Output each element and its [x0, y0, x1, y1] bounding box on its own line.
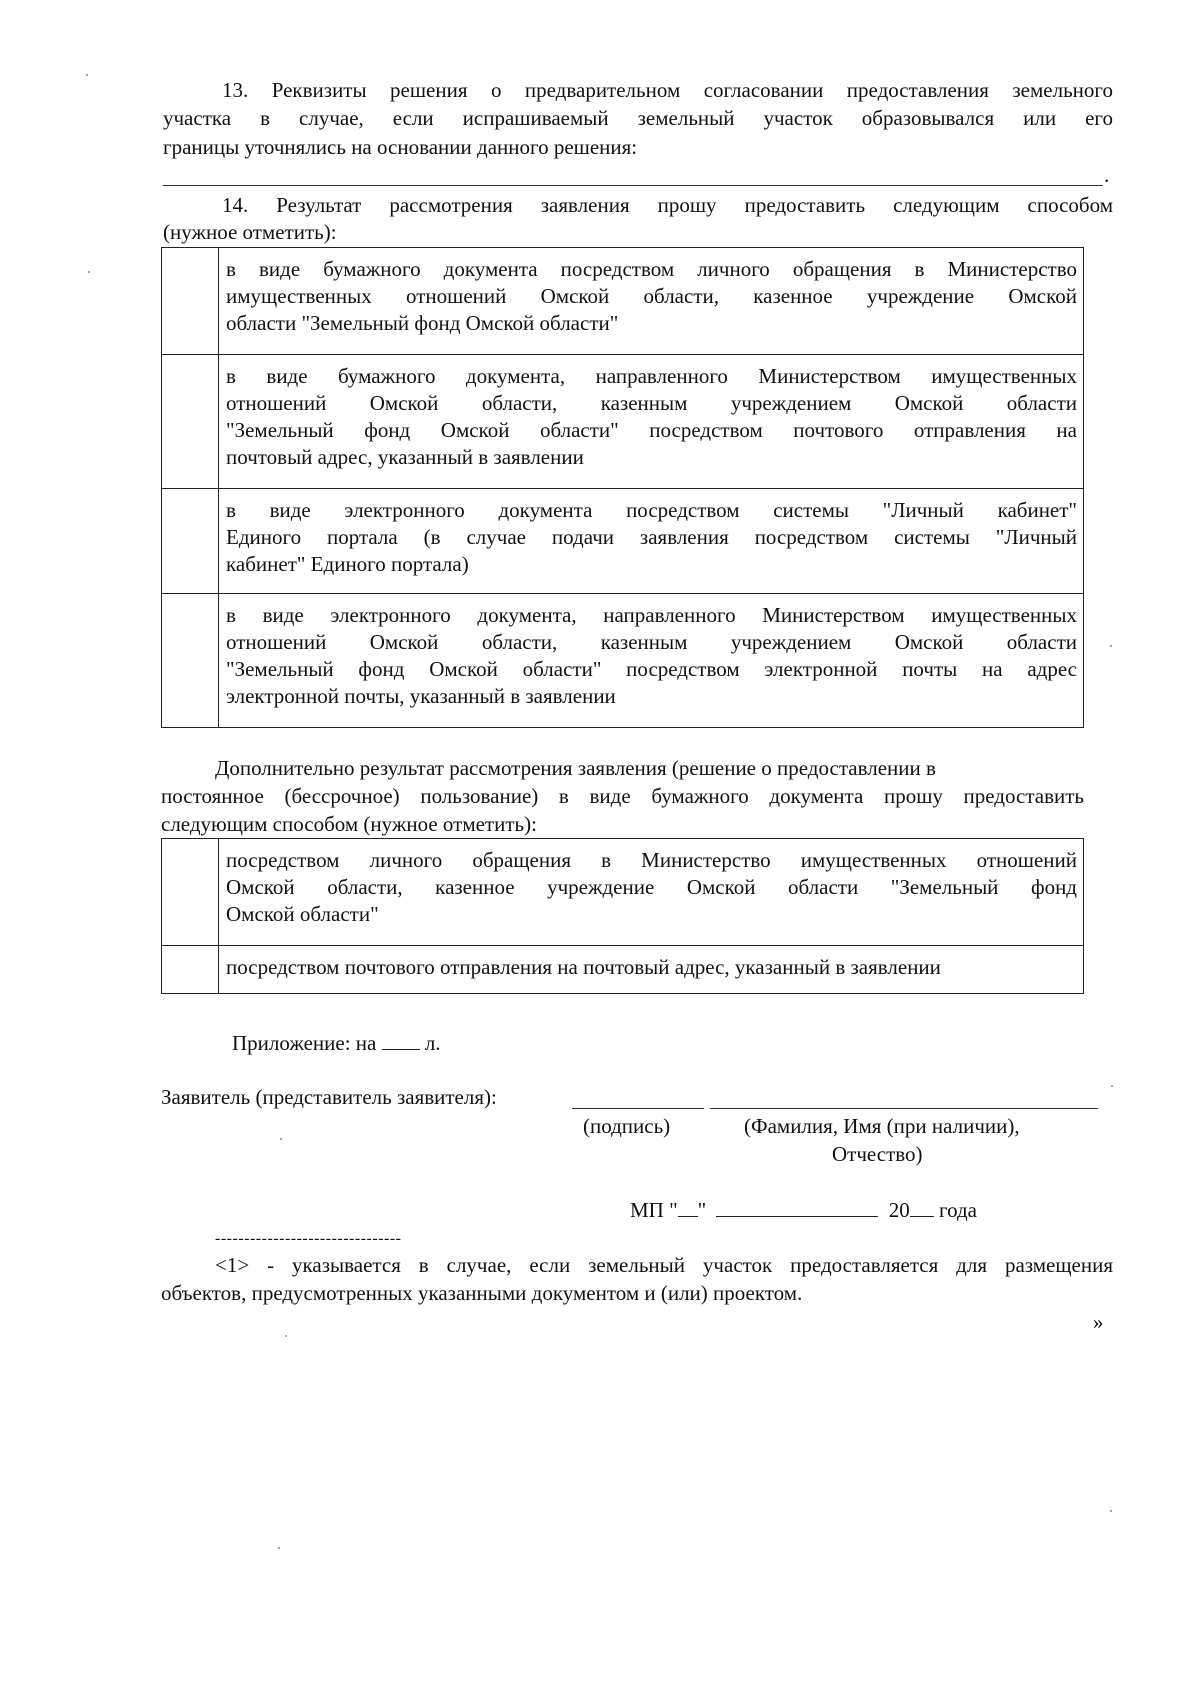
additional-option-1-checkbox[interactable] [162, 839, 219, 946]
option-4-line-2: отношений Омской области, казенным учреждением Омской области [226, 630, 1077, 654]
attachment-line [232, 1029, 441, 1057]
additional-options-table [161, 838, 1084, 994]
signature-blank[interactable] [572, 1108, 704, 1109]
additional-option-1-line-3: Омской области" [226, 902, 379, 926]
footnote-line-1: <1> - указывается в случае, если земельный участок предоставляется для размещения [215, 1253, 1113, 1277]
option-2-line-4: почтовый адрес, указанный в заявлении [226, 445, 584, 469]
scan-speck [88, 271, 90, 273]
attachment-suffix: л. [424, 1031, 441, 1055]
day-blank[interactable] [678, 1196, 698, 1217]
option-2-text [219, 355, 1084, 489]
option-1-checkbox[interactable] [162, 248, 219, 355]
year-prefix: 20 [888, 1198, 910, 1222]
section13-blank-line[interactable] [163, 185, 1103, 186]
section13-blank-end: . [1104, 163, 1110, 187]
section13-line-3: границы уточнялись на основании данного решения: [163, 135, 638, 159]
additional-option-2 [162, 946, 1084, 994]
scan-speck [285, 1335, 287, 1337]
option-3-line-2: Единого портала (в случае подачи заявления посредством системы "Личный [226, 525, 1077, 549]
section14-option-2 [162, 355, 1084, 489]
signature-caption: (подпись) [583, 1114, 671, 1138]
option-1-line-3: области "Земельный фонд Омской области" [226, 311, 619, 335]
scan-speck [278, 1547, 280, 1549]
name-blank[interactable] [710, 1108, 1098, 1109]
footnote-separator: -------------------------------- [215, 1230, 402, 1247]
attachment-pages-blank[interactable] [382, 1029, 420, 1050]
additional-option-2-text [219, 946, 1084, 994]
closing-quote: » [1093, 1310, 1104, 1334]
scan-speck [1110, 1510, 1112, 1512]
section14-option-3 [162, 489, 1084, 594]
attachment-prefix: Приложение: на [232, 1031, 377, 1055]
applicant-label: Заявитель (представитель заявителя): [161, 1085, 497, 1109]
option-3-line-3: кабинет" Единого портала) [226, 552, 469, 576]
mp-label: МП " [630, 1198, 678, 1222]
footnote-line-2: объектов, предусмотренных указанными документом и (или) проектом. [161, 1281, 803, 1305]
option-4-line-4: электронной почты, указанный в заявлении [226, 684, 616, 708]
additional-option-1 [162, 839, 1084, 946]
date-line [630, 1196, 977, 1224]
option-2-line-2: отношений Омской области, казенным учреждением Омской области [226, 391, 1077, 415]
option-2-checkbox[interactable] [162, 355, 219, 489]
year-suffix: года [939, 1198, 977, 1222]
name-caption-line-2: Отчество) [832, 1142, 923, 1166]
additional-line-2: постоянное (бессрочное) пользование) в виде бумажного документа прошу предоставить [161, 784, 1084, 808]
additional-line-1: Дополнительно результат рассмотрения заявления (решение о предоставлении в [215, 756, 936, 780]
name-caption-line-1: (Фамилия, Имя (при наличии), [744, 1114, 1020, 1138]
additional-option-1-line-1: посредством личного обращения в Министерство имущественных отношений [226, 848, 1077, 872]
additional-line-3: следующим способом (нужное отметить): [161, 812, 537, 836]
additional-option-2-checkbox[interactable] [162, 946, 219, 994]
month-blank[interactable] [716, 1196, 878, 1217]
section14-options-table [161, 247, 1084, 728]
section13-line-1: 13. Реквизиты решения о предварительном согласовании предоставления земельного [222, 78, 1113, 102]
scan-speck [86, 74, 88, 76]
additional-option-1-text [219, 839, 1084, 946]
option-1-line-2: имущественных отношений Омской области, казенное учреждение Омской [226, 284, 1077, 308]
option-3-line-1: в виде электронного документа посредством системы "Личный кабинет" [226, 498, 1077, 522]
option-4-text [219, 594, 1084, 728]
option-1-text [219, 248, 1084, 355]
quote-close: " [697, 1198, 707, 1222]
scan-speck [1110, 645, 1112, 647]
section14-line-1: 14. Результат рассмотрения заявления прошу предоставить следующим способом [222, 193, 1113, 217]
scan-speck [1111, 1085, 1113, 1087]
option-1-line-1: в виде бумажного документа посредством личного обращения в Министерство [226, 257, 1077, 281]
option-4-line-3: "Земельный фонд Омской области" посредством электронной почты на адрес [226, 657, 1077, 681]
section14-option-1 [162, 248, 1084, 355]
additional-option-2-line-1: посредством почтового отправления на почтовый адрес, указанный в заявлении [226, 955, 941, 979]
option-4-checkbox[interactable] [162, 594, 219, 728]
option-2-line-3: "Земельный фонд Омской области" посредством почтового отправления на [226, 418, 1077, 442]
section13-line-2: участка в случае, если испрашиваемый земельный участок образовывался или его [163, 106, 1113, 130]
additional-option-1-line-2: Омской области, казенное учреждение Омской области "Земельный фонд [226, 875, 1077, 899]
option-3-text [219, 489, 1084, 594]
option-4-line-1: в виде электронного документа, направленного Министерством имущественных [226, 603, 1077, 627]
option-2-line-1: в виде бумажного документа, направленного Министерством имущественных [226, 364, 1077, 388]
scan-speck [280, 1138, 282, 1140]
section14-option-4 [162, 594, 1084, 728]
option-3-checkbox[interactable] [162, 489, 219, 594]
year-blank[interactable] [910, 1196, 934, 1217]
section14-line-2: (нужное отметить): [163, 220, 337, 244]
